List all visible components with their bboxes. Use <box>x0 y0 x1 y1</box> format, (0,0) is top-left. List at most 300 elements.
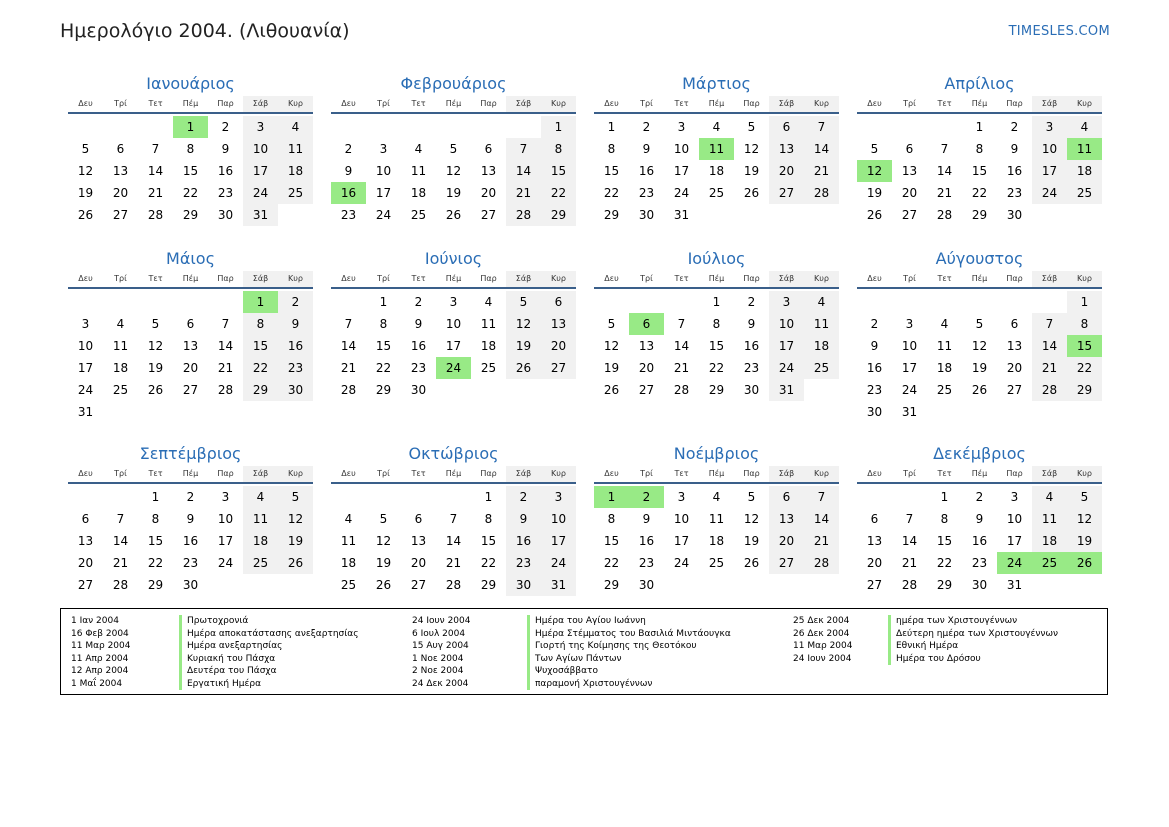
day-cell[interactable]: 5 <box>870 142 879 156</box>
day-cell[interactable]: 23 <box>410 361 427 375</box>
day-cell[interactable]: 27 <box>901 208 918 222</box>
day-cell[interactable]: 30 <box>638 578 655 592</box>
day-cell[interactable]: 29 <box>375 383 392 397</box>
day-cell[interactable]: 15 <box>971 164 988 178</box>
day-cell[interactable]: 24 <box>673 556 690 570</box>
day-cell[interactable]: 29 <box>708 383 725 397</box>
day-cell[interactable]: 26 <box>147 383 164 397</box>
day-cell[interactable]: 30 <box>1006 208 1023 222</box>
day-cell[interactable]: 4 <box>804 291 839 313</box>
day-cell[interactable]: 23 <box>182 556 199 570</box>
day-cell[interactable]: 25 <box>410 208 427 222</box>
day-cell[interactable]: 14 <box>217 339 234 353</box>
day-cell[interactable]: 31 <box>541 574 576 596</box>
day-cell[interactable]: 3 <box>769 291 804 313</box>
day-cell[interactable]: 6 <box>769 486 804 508</box>
day-cell[interactable]: 17 <box>769 335 804 357</box>
day-cell[interactable]: 3 <box>81 317 90 331</box>
holiday-day-cell[interactable]: 15 <box>1067 335 1102 357</box>
day-cell[interactable]: 2 <box>186 490 195 504</box>
holiday-day-cell[interactable]: 24 <box>436 357 471 379</box>
day-cell[interactable]: 24 <box>1032 182 1067 204</box>
day-cell[interactable]: 30 <box>217 208 234 222</box>
day-cell[interactable]: 21 <box>147 186 164 200</box>
day-cell[interactable]: 15 <box>375 339 392 353</box>
day-cell[interactable]: 15 <box>603 534 620 548</box>
day-cell[interactable]: 27 <box>410 578 427 592</box>
day-cell[interactable]: 7 <box>449 512 458 526</box>
day-cell[interactable]: 23 <box>340 208 357 222</box>
day-cell[interactable]: 6 <box>186 317 195 331</box>
day-cell[interactable]: 25 <box>804 357 839 379</box>
day-cell[interactable]: 23 <box>971 556 988 570</box>
holiday-day-cell[interactable]: 1 <box>173 116 208 138</box>
day-cell[interactable]: 27 <box>866 578 883 592</box>
day-cell[interactable]: 17 <box>541 530 576 552</box>
day-cell[interactable]: 16 <box>182 534 199 548</box>
day-cell[interactable]: 27 <box>112 208 129 222</box>
day-cell[interactable]: 21 <box>804 530 839 552</box>
day-cell[interactable]: 14 <box>804 508 839 530</box>
day-cell[interactable]: 2 <box>414 295 423 309</box>
day-cell[interactable]: 8 <box>379 317 388 331</box>
day-cell[interactable]: 19 <box>77 186 94 200</box>
day-cell[interactable]: 19 <box>147 361 164 375</box>
day-cell[interactable]: 13 <box>541 313 576 335</box>
day-cell[interactable]: 9 <box>344 164 353 178</box>
day-cell[interactable]: 20 <box>769 530 804 552</box>
day-cell[interactable]: 31 <box>77 405 94 419</box>
day-cell[interactable]: 5 <box>747 120 756 134</box>
holiday-day-cell[interactable]: 6 <box>629 313 664 335</box>
day-cell[interactable]: 31 <box>673 208 690 222</box>
day-cell[interactable]: 20 <box>480 186 497 200</box>
day-cell[interactable]: 19 <box>743 534 760 548</box>
day-cell[interactable]: 7 <box>116 512 125 526</box>
day-cell[interactable]: 11 <box>243 508 278 530</box>
day-cell[interactable]: 3 <box>449 295 458 309</box>
day-cell[interactable]: 16 <box>410 339 427 353</box>
day-cell[interactable]: 27 <box>769 182 804 204</box>
day-cell[interactable]: 23 <box>638 556 655 570</box>
day-cell[interactable]: 22 <box>936 556 953 570</box>
day-cell[interactable]: 26 <box>278 552 313 574</box>
day-cell[interactable]: 14 <box>673 339 690 353</box>
day-cell[interactable]: 29 <box>603 578 620 592</box>
day-cell[interactable]: 23 <box>217 186 234 200</box>
day-cell[interactable]: 17 <box>673 164 690 178</box>
day-cell[interactable]: 11 <box>410 164 427 178</box>
day-cell[interactable]: 18 <box>410 186 427 200</box>
day-cell[interactable]: 7 <box>940 142 949 156</box>
day-cell[interactable]: 15 <box>541 160 576 182</box>
holiday-day-cell[interactable]: 1 <box>243 291 278 313</box>
day-cell[interactable]: 11 <box>340 534 357 548</box>
holiday-day-cell[interactable]: 11 <box>1067 138 1102 160</box>
day-cell[interactable]: 1 <box>607 120 616 134</box>
day-cell[interactable]: 18 <box>804 335 839 357</box>
day-cell[interactable]: 18 <box>708 164 725 178</box>
day-cell[interactable]: 5 <box>975 317 984 331</box>
day-cell[interactable]: 28 <box>445 578 462 592</box>
day-cell[interactable]: 7 <box>1032 313 1067 335</box>
day-cell[interactable]: 15 <box>147 534 164 548</box>
day-cell[interactable]: 24 <box>541 552 576 574</box>
day-cell[interactable]: 29 <box>541 204 576 226</box>
day-cell[interactable]: 20 <box>182 361 199 375</box>
day-cell[interactable]: 6 <box>484 142 493 156</box>
day-cell[interactable]: 15 <box>708 339 725 353</box>
day-cell[interactable]: 6 <box>541 291 576 313</box>
day-cell[interactable]: 16 <box>971 534 988 548</box>
day-cell[interactable]: 7 <box>677 317 686 331</box>
day-cell[interactable]: 19 <box>375 556 392 570</box>
day-cell[interactable]: 25 <box>243 552 278 574</box>
day-cell[interactable]: 22 <box>243 357 278 379</box>
day-cell[interactable]: 7 <box>804 116 839 138</box>
day-cell[interactable]: 15 <box>480 534 497 548</box>
day-cell[interactable]: 25 <box>340 578 357 592</box>
day-cell[interactable]: 21 <box>901 556 918 570</box>
day-cell[interactable]: 4 <box>344 512 353 526</box>
day-cell[interactable]: 2 <box>278 291 313 313</box>
day-cell[interactable]: 20 <box>77 556 94 570</box>
day-cell[interactable]: 11 <box>1032 508 1067 530</box>
day-cell[interactable]: 8 <box>712 317 721 331</box>
day-cell[interactable]: 16 <box>743 339 760 353</box>
day-cell[interactable]: 13 <box>410 534 427 548</box>
day-cell[interactable]: 23 <box>1006 186 1023 200</box>
day-cell[interactable]: 31 <box>901 405 918 419</box>
day-cell[interactable]: 9 <box>506 508 541 530</box>
day-cell[interactable]: 14 <box>147 164 164 178</box>
day-cell[interactable]: 12 <box>147 339 164 353</box>
day-cell[interactable]: 20 <box>901 186 918 200</box>
day-cell[interactable]: 8 <box>151 512 160 526</box>
day-cell[interactable]: 3 <box>905 317 914 331</box>
day-cell[interactable]: 18 <box>243 530 278 552</box>
day-cell[interactable]: 14 <box>112 534 129 548</box>
day-cell[interactable]: 28 <box>936 208 953 222</box>
day-cell[interactable]: 10 <box>769 313 804 335</box>
holiday-day-cell[interactable]: 11 <box>699 138 734 160</box>
day-cell[interactable]: 6 <box>116 142 125 156</box>
day-cell[interactable]: 2 <box>747 295 756 309</box>
day-cell[interactable]: 8 <box>607 512 616 526</box>
day-cell[interactable]: 8 <box>186 142 195 156</box>
day-cell[interactable]: 4 <box>1032 486 1067 508</box>
day-cell[interactable]: 25 <box>278 182 313 204</box>
day-cell[interactable]: 15 <box>182 164 199 178</box>
day-cell[interactable]: 4 <box>243 486 278 508</box>
day-cell[interactable]: 25 <box>936 383 953 397</box>
day-cell[interactable]: 12 <box>971 339 988 353</box>
day-cell[interactable]: 19 <box>971 361 988 375</box>
day-cell[interactable]: 1 <box>975 120 984 134</box>
day-cell[interactable]: 29 <box>1067 379 1102 401</box>
day-cell[interactable]: 29 <box>182 208 199 222</box>
day-cell[interactable]: 16 <box>638 534 655 548</box>
day-cell[interactable]: 5 <box>1067 486 1102 508</box>
day-cell[interactable]: 3 <box>379 142 388 156</box>
day-cell[interactable]: 30 <box>743 383 760 397</box>
day-cell[interactable]: 9 <box>186 512 195 526</box>
day-cell[interactable]: 11 <box>278 138 313 160</box>
day-cell[interactable]: 18 <box>480 339 497 353</box>
day-cell[interactable]: 30 <box>410 383 427 397</box>
day-cell[interactable]: 28 <box>147 208 164 222</box>
day-cell[interactable]: 5 <box>607 317 616 331</box>
day-cell[interactable]: 16 <box>866 361 883 375</box>
day-cell[interactable]: 28 <box>506 204 541 226</box>
day-cell[interactable]: 17 <box>901 361 918 375</box>
day-cell[interactable]: 6 <box>769 116 804 138</box>
day-cell[interactable]: 19 <box>278 530 313 552</box>
day-cell[interactable]: 12 <box>506 313 541 335</box>
day-cell[interactable]: 1 <box>712 295 721 309</box>
day-cell[interactable]: 6 <box>905 142 914 156</box>
day-cell[interactable]: 22 <box>971 186 988 200</box>
day-cell[interactable]: 27 <box>77 578 94 592</box>
day-cell[interactable]: 7 <box>221 317 230 331</box>
day-cell[interactable]: 17 <box>445 339 462 353</box>
day-cell[interactable]: 26 <box>971 383 988 397</box>
day-cell[interactable]: 11 <box>112 339 129 353</box>
day-cell[interactable]: 9 <box>414 317 423 331</box>
day-cell[interactable]: 18 <box>708 534 725 548</box>
day-cell[interactable]: 10 <box>243 138 278 160</box>
day-cell[interactable]: 26 <box>77 208 94 222</box>
day-cell[interactable]: 24 <box>375 208 392 222</box>
day-cell[interactable]: 19 <box>445 186 462 200</box>
day-cell[interactable]: 12 <box>603 339 620 353</box>
day-cell[interactable]: 13 <box>866 534 883 548</box>
day-cell[interactable]: 19 <box>866 186 883 200</box>
day-cell[interactable]: 23 <box>866 383 883 397</box>
day-cell[interactable]: 4 <box>116 317 125 331</box>
day-cell[interactable]: 21 <box>1032 357 1067 379</box>
day-cell[interactable]: 26 <box>866 208 883 222</box>
day-cell[interactable]: 14 <box>936 164 953 178</box>
day-cell[interactable]: 8 <box>607 142 616 156</box>
day-cell[interactable]: 22 <box>147 556 164 570</box>
day-cell[interactable]: 31 <box>243 204 278 226</box>
day-cell[interactable]: 10 <box>1006 512 1023 526</box>
day-cell[interactable]: 10 <box>375 164 392 178</box>
day-cell[interactable]: 18 <box>1067 160 1102 182</box>
day-cell[interactable]: 18 <box>936 361 953 375</box>
day-cell[interactable]: 14 <box>340 339 357 353</box>
day-cell[interactable]: 7 <box>506 138 541 160</box>
day-cell[interactable]: 22 <box>375 361 392 375</box>
day-cell[interactable]: 10 <box>673 142 690 156</box>
day-cell[interactable]: 19 <box>743 164 760 178</box>
day-cell[interactable]: 17 <box>1006 534 1023 548</box>
day-cell[interactable]: 3 <box>243 116 278 138</box>
day-cell[interactable]: 6 <box>414 512 423 526</box>
day-cell[interactable]: 21 <box>936 186 953 200</box>
day-cell[interactable]: 20 <box>638 361 655 375</box>
day-cell[interactable]: 1 <box>940 490 949 504</box>
day-cell[interactable]: 9 <box>221 142 230 156</box>
day-cell[interactable]: 21 <box>217 361 234 375</box>
day-cell[interactable]: 22 <box>603 556 620 570</box>
day-cell[interactable]: 13 <box>480 164 497 178</box>
day-cell[interactable]: 4 <box>712 120 721 134</box>
day-cell[interactable]: 30 <box>506 574 541 596</box>
day-cell[interactable]: 27 <box>480 208 497 222</box>
day-cell[interactable]: 25 <box>708 186 725 200</box>
day-cell[interactable]: 6 <box>870 512 879 526</box>
day-cell[interactable]: 26 <box>506 357 541 379</box>
day-cell[interactable]: 20 <box>410 556 427 570</box>
day-cell[interactable]: 4 <box>484 295 493 309</box>
day-cell[interactable]: 23 <box>743 361 760 375</box>
holiday-day-cell[interactable]: 24 <box>997 552 1032 574</box>
day-cell[interactable]: 13 <box>112 164 129 178</box>
day-cell[interactable]: 8 <box>541 138 576 160</box>
day-cell[interactable]: 28 <box>804 182 839 204</box>
day-cell[interactable]: 28 <box>112 578 129 592</box>
day-cell[interactable]: 5 <box>81 142 90 156</box>
holiday-day-cell[interactable]: 16 <box>331 182 366 204</box>
day-cell[interactable]: 10 <box>1032 138 1067 160</box>
day-cell[interactable]: 9 <box>747 317 756 331</box>
day-cell[interactable]: 2 <box>506 486 541 508</box>
day-cell[interactable]: 17 <box>77 361 94 375</box>
day-cell[interactable]: 18 <box>278 160 313 182</box>
day-cell[interactable]: 20 <box>541 335 576 357</box>
day-cell[interactable]: 16 <box>278 335 313 357</box>
day-cell[interactable]: 7 <box>804 486 839 508</box>
day-cell[interactable]: 5 <box>506 291 541 313</box>
day-cell[interactable]: 6 <box>81 512 90 526</box>
day-cell[interactable]: 8 <box>975 142 984 156</box>
day-cell[interactable]: 30 <box>638 208 655 222</box>
day-cell[interactable]: 13 <box>901 164 918 178</box>
day-cell[interactable]: 5 <box>747 490 756 504</box>
day-cell[interactable]: 3 <box>677 490 686 504</box>
day-cell[interactable]: 17 <box>243 160 278 182</box>
day-cell[interactable]: 20 <box>769 160 804 182</box>
day-cell[interactable]: 26 <box>445 208 462 222</box>
day-cell[interactable]: 16 <box>1006 164 1023 178</box>
day-cell[interactable]: 19 <box>603 361 620 375</box>
day-cell[interactable]: 9 <box>1010 142 1019 156</box>
day-cell[interactable]: 2 <box>870 317 879 331</box>
day-cell[interactable]: 24 <box>673 186 690 200</box>
day-cell[interactable]: 5 <box>151 317 160 331</box>
day-cell[interactable]: 22 <box>541 182 576 204</box>
day-cell[interactable]: 22 <box>603 186 620 200</box>
day-cell[interactable]: 10 <box>445 317 462 331</box>
day-cell[interactable]: 26 <box>603 383 620 397</box>
day-cell[interactable]: 28 <box>901 578 918 592</box>
day-cell[interactable]: 19 <box>1067 530 1102 552</box>
day-cell[interactable]: 1 <box>541 116 576 138</box>
day-cell[interactable]: 29 <box>971 208 988 222</box>
holiday-day-cell[interactable]: 2 <box>629 486 664 508</box>
day-cell[interactable]: 12 <box>375 534 392 548</box>
day-cell[interactable]: 7 <box>344 317 353 331</box>
day-cell[interactable]: 4 <box>712 490 721 504</box>
day-cell[interactable]: 16 <box>217 164 234 178</box>
day-cell[interactable]: 14 <box>901 534 918 548</box>
day-cell[interactable]: 28 <box>1032 379 1067 401</box>
day-cell[interactable]: 26 <box>375 578 392 592</box>
day-cell[interactable]: 2 <box>344 142 353 156</box>
day-cell[interactable]: 27 <box>541 357 576 379</box>
day-cell[interactable]: 2 <box>975 490 984 504</box>
day-cell[interactable]: 31 <box>1006 578 1023 592</box>
day-cell[interactable]: 17 <box>1032 160 1067 182</box>
day-cell[interactable]: 28 <box>804 552 839 574</box>
day-cell[interactable]: 10 <box>541 508 576 530</box>
day-cell[interactable]: 23 <box>278 357 313 379</box>
day-cell[interactable]: 22 <box>708 361 725 375</box>
day-cell[interactable]: 20 <box>112 186 129 200</box>
day-cell[interactable]: 28 <box>673 383 690 397</box>
day-cell[interactable]: 27 <box>638 383 655 397</box>
day-cell[interactable]: 21 <box>673 361 690 375</box>
day-cell[interactable]: 20 <box>866 556 883 570</box>
day-cell[interactable]: 13 <box>638 339 655 353</box>
day-cell[interactable]: 2 <box>1010 120 1019 134</box>
day-cell[interactable]: 24 <box>769 357 804 379</box>
day-cell[interactable]: 24 <box>243 182 278 204</box>
day-cell[interactable]: 1 <box>379 295 388 309</box>
day-cell[interactable]: 8 <box>1067 313 1102 335</box>
day-cell[interactable]: 17 <box>217 534 234 548</box>
day-cell[interactable]: 4 <box>940 317 949 331</box>
day-cell[interactable]: 12 <box>77 164 94 178</box>
day-cell[interactable]: 5 <box>449 142 458 156</box>
day-cell[interactable]: 12 <box>1067 508 1102 530</box>
day-cell[interactable]: 18 <box>340 556 357 570</box>
day-cell[interactable]: 9 <box>870 339 879 353</box>
day-cell[interactable]: 3 <box>677 120 686 134</box>
day-cell[interactable]: 18 <box>1032 530 1067 552</box>
day-cell[interactable]: 29 <box>936 578 953 592</box>
brand-link[interactable]: TIMESLES.COM <box>1008 24 1110 39</box>
day-cell[interactable]: 17 <box>673 534 690 548</box>
day-cell[interactable]: 4 <box>278 116 313 138</box>
day-cell[interactable]: 25 <box>1067 182 1102 204</box>
day-cell[interactable]: 27 <box>769 552 804 574</box>
day-cell[interactable]: 30 <box>866 405 883 419</box>
day-cell[interactable]: 13 <box>77 534 94 548</box>
day-cell[interactable]: 10 <box>673 512 690 526</box>
day-cell[interactable]: 20 <box>1006 361 1023 375</box>
day-cell[interactable]: 26 <box>743 556 760 570</box>
day-cell[interactable]: 6 <box>1010 317 1019 331</box>
day-cell[interactable]: 3 <box>221 490 230 504</box>
day-cell[interactable]: 12 <box>743 142 760 156</box>
day-cell[interactable]: 28 <box>340 383 357 397</box>
day-cell[interactable]: 12 <box>743 512 760 526</box>
day-cell[interactable]: 13 <box>182 339 199 353</box>
day-cell[interactable]: 3 <box>1010 490 1019 504</box>
day-cell[interactable]: 5 <box>278 486 313 508</box>
day-cell[interactable]: 19 <box>506 335 541 357</box>
day-cell[interactable]: 11 <box>708 512 725 526</box>
holiday-day-cell[interactable]: 1 <box>594 486 629 508</box>
day-cell[interactable]: 1 <box>151 490 160 504</box>
day-cell[interactable]: 3 <box>1032 116 1067 138</box>
day-cell[interactable]: 13 <box>1006 339 1023 353</box>
day-cell[interactable]: 21 <box>112 556 129 570</box>
holiday-day-cell[interactable]: 25 <box>1032 552 1067 574</box>
